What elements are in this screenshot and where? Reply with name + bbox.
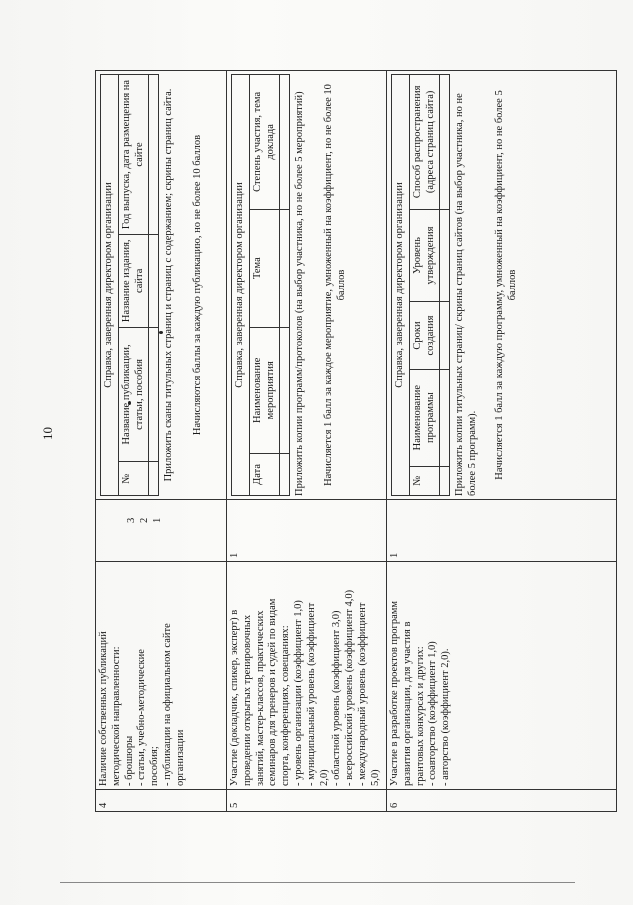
criterion-line: методической направленности:	[110, 646, 122, 786]
col-header: Тема	[249, 209, 280, 327]
row-number: 5	[227, 790, 387, 812]
criterion-line: 5,0)	[369, 769, 381, 786]
points-cell	[387, 500, 617, 562]
points-value: 1	[151, 517, 163, 523]
criterion-line: 2,0)	[318, 769, 330, 786]
confirmation-cell	[227, 71, 387, 500]
criterion-line: грантовых конкурсах и других:	[414, 646, 426, 786]
attachment-note: Приложить сканы титульных страниц и страниц с содержанием; скрины страниц сайта.	[163, 88, 175, 482]
scoring-note: Начисляется 1 балл за каждую программу, умноженный на коэффициент, но не более 5 баллов	[493, 90, 518, 480]
table-row	[96, 71, 227, 812]
criterion-line: развития организации, для участия в	[401, 621, 413, 786]
criterion-line: семинаров для тренеров и судей по видам	[267, 598, 279, 786]
criterion-line: спорта, конференциях, совещаниях:	[280, 625, 292, 786]
confirmation-cell	[387, 71, 617, 500]
points-value: 1	[229, 552, 240, 558]
confirmation-cell	[96, 71, 227, 500]
table-row	[387, 71, 617, 812]
criterion-line: организации	[174, 729, 186, 786]
col-header: Уровень утверждения	[409, 209, 440, 302]
table-row	[227, 71, 387, 812]
attachment-note: Приложить копии титульных страниц/ скрины страниц сайтов (на выбор участника, но не более 5 программ).	[454, 93, 479, 496]
criterion-line: - соавторство (коэффициент 1,0)	[427, 641, 439, 786]
certificate-table	[100, 74, 159, 496]
points-cell	[227, 500, 387, 562]
points-value: 2	[138, 517, 150, 523]
criterion-cell	[96, 562, 227, 790]
certificate-table	[231, 74, 290, 496]
criterion-line: - статьи, учебно-методические	[136, 649, 148, 786]
col-header: Способ распространения (адреса страниц сайта)	[409, 75, 440, 210]
col-header: Название публикации, статьи, пособия	[118, 327, 149, 462]
criterion-line: занятий, мастер-классов, практических	[254, 610, 266, 786]
scoring-note: Начисляются баллы за каждую публикацию, но не более 10 баллов	[192, 134, 204, 436]
certificate-table	[391, 74, 450, 496]
rotated-document	[95, 70, 617, 812]
scan-line	[60, 882, 575, 883]
row-number: 6	[387, 790, 617, 812]
criterion-line: Наличие собственных публикаций	[98, 631, 109, 786]
col-header: Название издания, сайта	[118, 235, 149, 328]
criterion-line: - авторство (коэффициент 2,0).	[440, 648, 452, 786]
col-header: Год выпуска, дата размещения на сайте	[118, 75, 149, 235]
certificate-caption: Справка, заверенная директором организации	[232, 75, 250, 496]
criterion-line: - муниципальный уровень (коэффициент	[305, 602, 317, 786]
criterion-line: - публикации на официальном сайте	[161, 623, 173, 786]
col-header: Сроки создания	[409, 302, 440, 369]
criterion-line: - областной уровень (коэффициент 3,0)	[331, 610, 343, 786]
row-number: 4	[96, 790, 227, 812]
certificate-caption: Справка, заверенная директором организации	[392, 75, 410, 496]
criterion-cell	[387, 562, 617, 790]
points-cell	[96, 500, 227, 562]
col-header: Наименование программы	[409, 369, 440, 466]
criterion-line: - уровень организации (коэффициент 1,0)	[292, 600, 304, 786]
certificate-caption: Справка, заверенная директором организации	[101, 75, 119, 496]
criterion-line: - всероссийский уровень (коэффициент 4,0)	[344, 589, 356, 786]
criterion-line: - брошюры	[123, 735, 135, 786]
attachment-note: Приложить копии программ/протоколов (на выбор участника, но не более 5 мероприятий)	[294, 91, 306, 496]
criterion-line: Участие в разработке проектов программ	[389, 600, 400, 786]
col-header: Степень участия, тема доклада	[249, 75, 280, 210]
scoring-note: Начисляется 1 балл за каждое мероприятие, умноженный на коэффициент, но не более 10 баллов	[323, 84, 347, 486]
criterion-cell	[227, 562, 387, 790]
col-header: №	[118, 462, 149, 496]
points-value: 1	[389, 552, 400, 558]
criterion-line: проведении открытых тренировочных	[241, 614, 253, 786]
col-header: Дата	[249, 453, 280, 495]
points-value: 3	[126, 517, 137, 523]
page-number: 10	[40, 427, 55, 440]
col-header: Наименование мероприятия	[249, 327, 280, 453]
criterion-line: пособия;	[149, 746, 161, 786]
col-header: №	[409, 466, 440, 495]
criteria-table	[95, 70, 617, 812]
criterion-line: Участие (докладчик, спикер, эксперт) в	[229, 609, 240, 786]
criterion-line: - международный уровень (коэффициент	[356, 602, 368, 786]
